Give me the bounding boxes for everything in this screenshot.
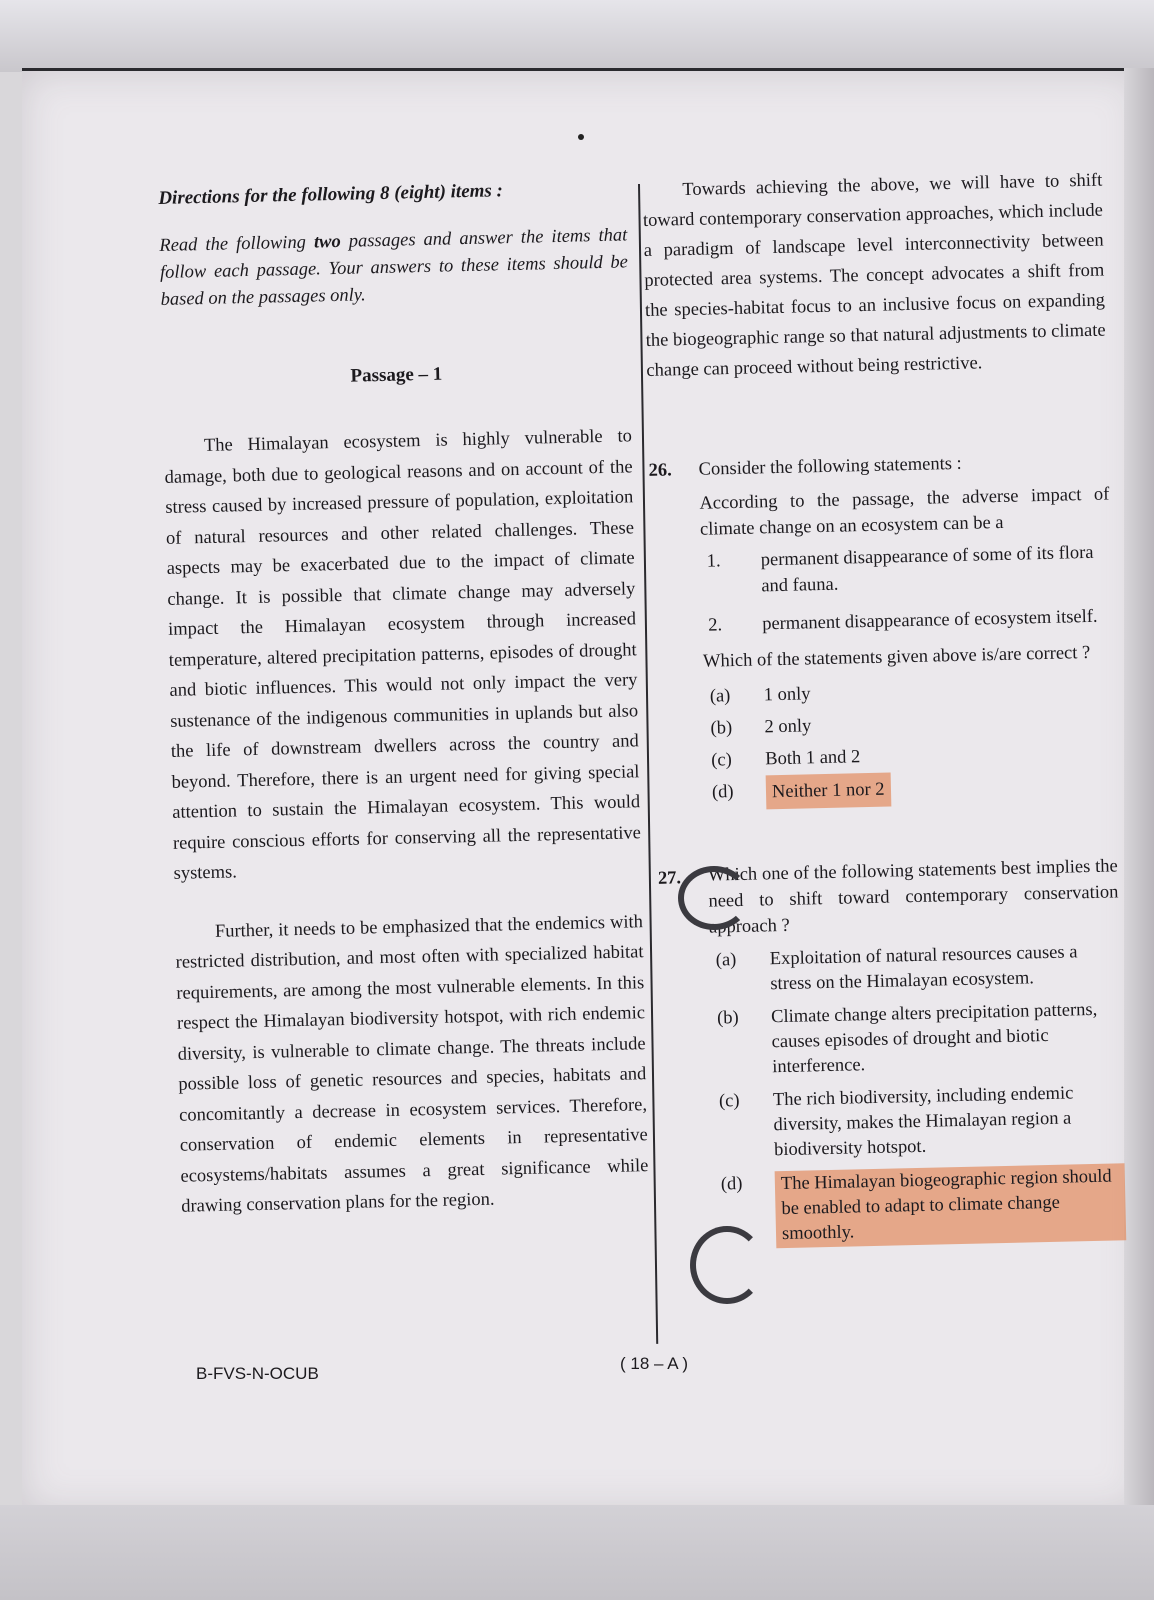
statement-item bbox=[700, 539, 1111, 600]
pen-circle-mark bbox=[678, 866, 750, 930]
option-key: (d) bbox=[720, 1173, 743, 1195]
option-text: Both 1 and 2 bbox=[765, 747, 861, 770]
passage-title: Passage – 1 bbox=[350, 363, 443, 387]
directions-text-end: passages and answer the items that follow each passage. Your answers to these items should be based on the passages only. bbox=[159, 224, 629, 310]
question-prompt: Which of the statements given above is/are correct ? bbox=[702, 642, 1091, 672]
question-stem: Consider the following statements : bbox=[698, 453, 962, 480]
question-number: 27. bbox=[657, 868, 682, 889]
page-number: ( 18 – A ) bbox=[620, 1354, 689, 1373]
question-lead: According to the passage, the adverse impact of climate change on an ecosystem can be a bbox=[699, 484, 1110, 540]
scan-background-bottom bbox=[0, 1505, 1154, 1600]
option-text: Exploitation of natural resources causes a stress on the Himalayan ecosystem. bbox=[769, 942, 1078, 995]
option-key: (d) bbox=[711, 782, 734, 803]
directions-text-start: Read the following bbox=[159, 231, 315, 256]
left-column bbox=[158, 173, 649, 1222]
option-c[interactable] bbox=[713, 1080, 1125, 1164]
option-key: (c) bbox=[718, 1091, 740, 1112]
passage-paragraph-2: Further, it needs to be emphasized that the endemics with restricted distribution, and most often with specialized habitat requirements, are among the most vulnerable elements. In this respect the Himalayan biodiversity hotspot, with rich endemic diversity, is vulnerable to climate change. The threats include possible loss of genetic resources and species, habitats and concomitantly a decrease in ecosystem services. Therefore, conservation of endemic elements in representative ecosystems/habitats assumes a great significance while drawing conservation plans for the region. bbox=[175, 911, 649, 1217]
option-text: 1 only bbox=[763, 684, 811, 706]
scan-background-top bbox=[0, 0, 1154, 72]
question-number: 26. bbox=[648, 460, 673, 481]
option-text-highlighted: Neither 1 nor 2 bbox=[766, 773, 891, 810]
option-text: Climate change alters precipitation patterns, causes episodes of drought and biotic interference. bbox=[770, 999, 1098, 1078]
directions-text-bold: two bbox=[313, 231, 341, 252]
paper-code: B-FVS-N-OCUB bbox=[196, 1364, 319, 1383]
option-key: (c) bbox=[711, 750, 733, 771]
statement-number: 1. bbox=[706, 551, 721, 572]
page-edge bbox=[1124, 68, 1154, 1600]
passage-paragraph-3: Towards achieving the above, we will have to shift toward contemporary conservation approaches, which include a paradigm of landscape level interconnectivity between protected area systems. The concept advocates a shift from the species-habitat focus to an inclusive focus on expanding the biogeographic range so that natural adjustments to climate change can proceed without being restrictive. bbox=[642, 170, 1106, 381]
statement-number: 2. bbox=[707, 615, 723, 636]
passage-paragraph-1: The Himalayan ecosystem is highly vulnerable to damage, both due to geological reasons and on account of the stress caused by increased pressure of population, exploitation of natural resources and other related challenges. These aspects may be exacerbated due to the impact of climate change. It is possible that climate change may adversely impact the Himalayan ecosystem through increased temperature, altered precipitation patterns, episodes of drought and biotic influences. This would not only impact the very sustenance of the indigenous communities in uplands but also the life of downstream dwellers across the country and beyond. Therefore, there is an urgent need for giving special attention to sustain the Himalayan ecosystem. This would require conscious efforts for conserving all the representative systems. bbox=[164, 426, 642, 884]
question-stem: Which one of the following statements best implies the need to shift toward contemporary conservation approach ? bbox=[707, 856, 1119, 938]
option-key: (b) bbox=[710, 718, 733, 739]
statement-item bbox=[702, 603, 1112, 638]
statement-text: permanent disappearance of ecosystem itself. bbox=[761, 606, 1098, 635]
option-text: 2 only bbox=[764, 716, 812, 738]
statement-text: permanent disappearance of some of its flora and fauna. bbox=[760, 542, 1094, 597]
directions-title: Directions for the following 8 (eight) items : bbox=[158, 180, 504, 209]
option-a[interactable] bbox=[710, 939, 1121, 998]
option-key: (a) bbox=[709, 686, 731, 707]
option-text-highlighted: The Himalayan biogeographic region should be enabled to adapt to climate change smoothly. bbox=[775, 1163, 1127, 1248]
option-text: The rich biodiversity, including endemic diversity, makes the Himalayan region a biodiversity hotspot. bbox=[772, 1083, 1074, 1161]
pen-circle-mark bbox=[690, 1226, 764, 1304]
right-column bbox=[642, 166, 1126, 1251]
directions-text bbox=[159, 222, 629, 314]
option-b[interactable] bbox=[711, 997, 1123, 1081]
ink-dot bbox=[578, 134, 584, 140]
option-key: (b) bbox=[716, 1008, 739, 1029]
option-d[interactable] bbox=[715, 1163, 1127, 1249]
question-26 bbox=[648, 445, 1116, 811]
option-key: (a) bbox=[715, 950, 737, 971]
